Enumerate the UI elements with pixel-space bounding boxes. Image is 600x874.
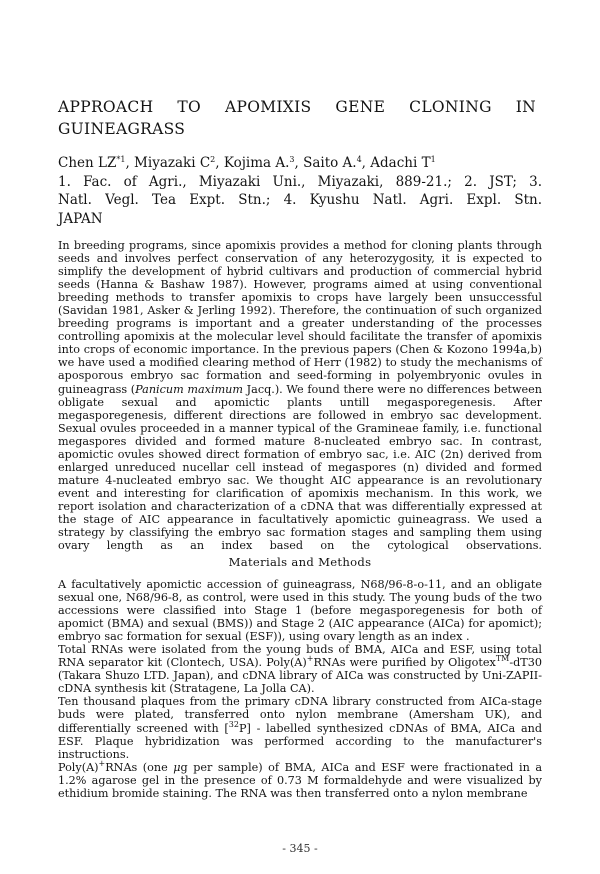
title-word: CLONING [409,98,492,116]
title-word: TO [177,98,202,116]
title-line-1 [58,96,536,118]
methods-text: differentially screened with [ [58,721,229,735]
author-block [58,154,542,228]
species-name: Panicum maximum [135,382,243,396]
author-affiliation-marker: *1 [116,155,126,164]
introduction-paragraph [58,239,542,552]
section-heading: Materials and Methods [228,555,372,569]
author-name: Kojima A. [223,155,290,171]
methods-paragraph [58,695,542,760]
methods-text: g per sample) of BMA, AICa and ESF were fractionated in a 1.2% agarose gel in the presence of 0.73 M formaldehyde and were visualized by ethidium bromide staining. The RNA was then transferred onto a nylon membrane [58,760,542,800]
paper-title [58,96,538,140]
author-affiliation-marker: 4 [356,155,362,164]
affiliation-line: 1. Fac. of Agri., Miyazaki Uni., Miyazaki, 889-21.; 2. JST; 3. [58,173,542,190]
methods-paragraph [58,643,542,695]
author-name: Adachi T [370,155,431,171]
affiliation-country: JAPAN [58,210,103,227]
author-name: Saito A. [303,155,357,171]
methods-text: Poly(A) [58,760,99,774]
title-word: APOMIXIS [224,98,312,116]
isotope-superscript: 32 [228,719,239,729]
author-affiliation-marker: 2 [210,155,216,164]
superscript: + [98,758,106,768]
title-word: GENE [335,98,386,116]
methods-line: Ten thousand plaques from the primary cDNA library constructed from AICa-stage [58,695,542,709]
author-affiliation-marker: 3 [289,155,295,164]
methods-text: -dT30 (Takara Shuzo LTD. Japan), and cDNA library of AICa was constructed by Uni-ZAPII-cDNA synthesis kit (Stratagene, La Jolla CA). [58,656,542,696]
title-line-2: GUINEAGRASS [58,120,186,138]
title-word: IN [515,98,536,116]
introduction-section [58,239,542,552]
methods-text: RNAs were purified by Oligotex [313,656,496,670]
page-number: - 345 - [282,842,318,855]
methods-text: P] - labelled synthesized cDNAs of BMA, AICa and [238,721,542,735]
methods-line: ESF. Plaque hybridization was performed according to the manufacturer's [58,734,542,748]
affiliation-line: Natl. Vegl. Tea Expt. Stn.; 4. Kyushu Natl. Agri. Expl. Stn. [58,192,542,208]
methods-paragraph: A facultatively apomictic accession of guineagrass, N68/96-8-o-11, and an obligate sexual one, N68/96-8, as control, were used in this study. The young buds of the two accessions were classified into Stage 1 (before megasporegenesis for both of apomict (BMA) and sexual (BMS)) and Stage 2 (AIC appearance (AICa) for apomict); embryo sac formation for sexual (ESF)), using ovary length as an index . [58,578,542,644]
intro-text: In breeding programs, since apomixis provides a method for cloning plants through seeds and involves perfect conservation of any heterozygosity, it is expected to simplify the development of hybrid cultivars and production of commercial hybrid seeds (Hanna & Bashaw 1987). However, programs aimed at using conventional breeding methods to transfer apomixis to crops have largely been unsuccessful (Savidan 1981, Asker & Jerling 1992). Therefore, the continuation of such organized breeding programs is important and a greater understanding of the processes controlling apomixis at the molecular level should facilitate the transfer of apomixis into crops of economic importance. In the previous papers (Chen & Kozono 1994a,b) we have used a modified clearing method of Herr (1982) to study the mechanisms of aposporous embryo sac formation and seed-forming in polyembryonic ovules in guineagrass ( [58,239,542,396]
mu-symbol: μ [173,760,181,774]
trademark-superscript: TM [495,654,510,664]
methods-text: Total RNAs were isolated from the young buds of BMA, AICa and ESF, using total RNA separator kit (Clontech, USA). Poly(A) [58,643,542,670]
methods-section [58,578,542,800]
intro-text: Jacq.). We found there were no differences between obligate sexual and apomictic plants untill megasporegenesis. After megasporegenesis, different directions are followed in embryo sac development. Sexual ovules proceeded in a manner typical of the Gramineae family, i.e. functional megaspores divided and formed mature 8-nucleated embryo sac. In contrast, apomictic ovules showed direct formation of embryo sac, i.e. AIC (2n) derived from enlarged unreduced nucellar cell instead of megaspores (n) divided and formed mature 4-nucleated embryo sac. We thought AIC appearance is an revolutionary event and interesting for clarification of apomixis mechanism. In this work, we report isolation and characterization of a cDNA that was differentially expressed at the stage of AIC appearance in facultatively apomictic guineagrass. We used a strategy by classifying the embryo sac formation stages and sampling them using ovary length as an index based on the cytological observations. [58,382,542,553]
methods-paragraph [58,758,542,800]
author-names: Chen LZ$^{*1}$, Miyazaki $C^2$, Kojima A.$^3$, Saito A.$^4$, Adachi $T^1$ [58,155,436,171]
author-name: Chen LZ [58,155,117,171]
methods-line [58,719,542,735]
methods-line: instructions. [58,747,130,761]
author-name: Miyazaki C [134,155,211,171]
methods-text: RNAs (one [105,760,174,774]
author-affiliation-marker: 1 [430,155,436,164]
title-word: APPROACH [58,98,154,116]
methods-line: buds were plated, transferred onto nylon membrane (Amersham UK), and [58,708,542,722]
superscript: + [306,654,314,664]
